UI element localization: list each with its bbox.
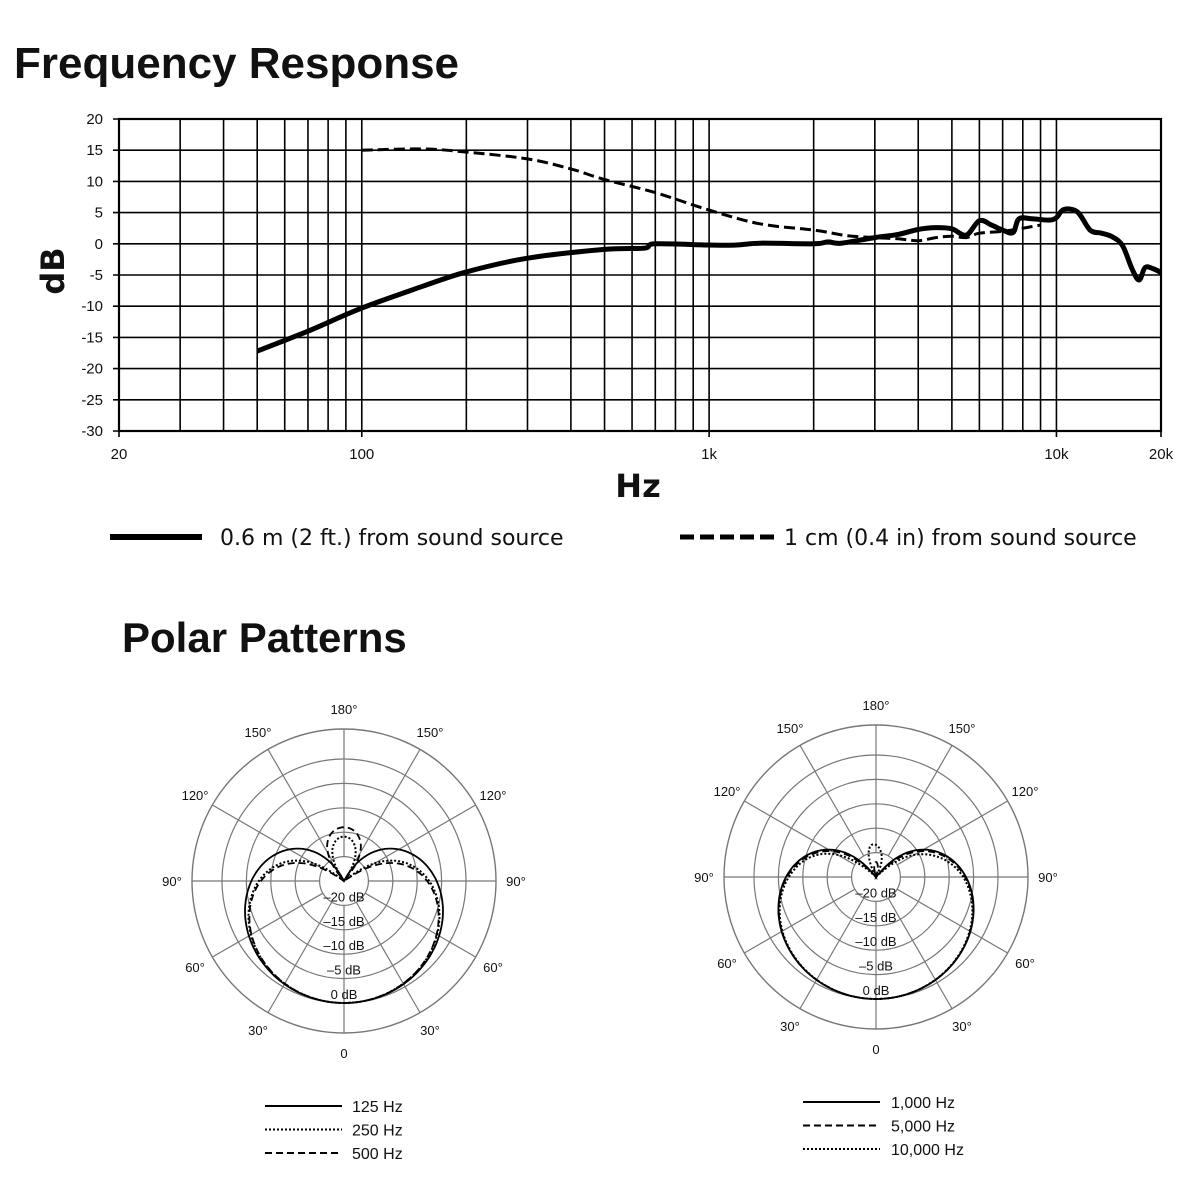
polar-angle-label: 30° <box>952 1018 972 1034</box>
polar-angle-label: 150° <box>416 725 444 741</box>
polar-ring-label: –20 dB <box>855 885 897 901</box>
polar-angle-label: 120° <box>1011 784 1039 799</box>
polar-ring-label: 0 dB <box>330 987 358 1002</box>
polar-ring-label: 0 dB <box>862 983 890 998</box>
polar-angle-label: 60° <box>483 960 503 975</box>
polar-angle-label: 150° <box>776 721 804 737</box>
x-tick-label: 20 <box>110 446 128 463</box>
polar-ring-label: –10 dB <box>855 934 897 950</box>
polar-angle-label: 30° <box>248 1022 268 1038</box>
polar-angle-label: 60° <box>1015 956 1035 971</box>
polar-ring-label: –5 dB <box>859 958 893 974</box>
y-tick-label: 5 <box>94 204 103 222</box>
polar-legend-label: 250 Hz <box>352 1122 403 1140</box>
polar-chart-left <box>162 702 526 1163</box>
polar-ring-label: –10 dB <box>323 938 365 954</box>
y-tick-label: -25 <box>81 391 103 409</box>
polar-legend-label: 500 Hz <box>352 1146 403 1163</box>
x-axis-label: Hz <box>615 467 661 505</box>
polar-legend-label: 5,000 Hz <box>891 1118 956 1136</box>
polar-angle-label: 90° <box>162 874 182 889</box>
polar-angle-label: 150° <box>948 721 976 737</box>
y-tick-label: 10 <box>86 173 103 191</box>
polar-angle-label: 60° <box>185 960 205 975</box>
polar-angle-label: 90° <box>506 874 526 889</box>
y-tick-label: 15 <box>86 142 103 160</box>
polar-angle-label: 0 <box>340 1046 348 1061</box>
y-tick-label: -5 <box>89 267 103 284</box>
polar-legend-label: 1,000 Hz <box>891 1095 956 1112</box>
polar-ring-label: –20 dB <box>323 889 365 905</box>
y-tick-label: -15 <box>81 329 103 347</box>
polar-patterns-title: Polar Patterns <box>122 614 407 661</box>
polar-angle-label: 60° <box>717 956 737 971</box>
polar-angle-label: 90° <box>694 870 714 885</box>
polar-angle-label: 120° <box>479 788 507 803</box>
frequency-legend <box>110 526 1137 551</box>
x-tick-label: 100 <box>349 446 375 463</box>
polar-angle-label: 180° <box>330 702 358 717</box>
y-tick-label: -10 <box>81 298 103 316</box>
polar-legend-label: 125 Hz <box>352 1099 403 1116</box>
x-tick-label: 10k <box>1044 446 1069 463</box>
polar-angle-label: 180° <box>862 698 890 713</box>
frequency-tick-labels <box>81 111 1173 463</box>
polar-angle-label: 120° <box>181 788 209 803</box>
y-tick-label: -20 <box>81 360 103 378</box>
frequency-response-title: Frequency Response <box>14 39 460 88</box>
legend-series-0: 0.6 m (2 ft.) from sound source <box>220 526 564 551</box>
polar-angle-label: 30° <box>420 1022 440 1038</box>
polar-legend-label: 10,000 Hz <box>891 1142 964 1159</box>
polar-angle-label: 150° <box>244 725 272 741</box>
polar-ring-label: –15 dB <box>855 909 897 925</box>
y-axis-label: dB <box>34 247 72 295</box>
polar-chart-right <box>694 698 1058 1159</box>
frequency-grid <box>113 119 1161 431</box>
polar-angle-label: 90° <box>1038 870 1058 885</box>
legend-series-1: 1 cm (0.4 in) from sound source <box>784 526 1137 551</box>
x-tick-label: 20k <box>1148 446 1174 463</box>
x-tick-label: 1k <box>701 446 718 463</box>
polar-angle-label: 0 <box>872 1042 880 1057</box>
y-tick-label: 20 <box>86 111 103 128</box>
polar-ring-label: –5 dB <box>327 962 361 978</box>
polar-ring-label: –15 dB <box>323 913 365 929</box>
polar-angle-label: 30° <box>780 1018 800 1034</box>
y-tick-label: 0 <box>94 235 103 253</box>
y-tick-label: -30 <box>81 423 103 440</box>
polar-angle-label: 120° <box>713 784 741 799</box>
